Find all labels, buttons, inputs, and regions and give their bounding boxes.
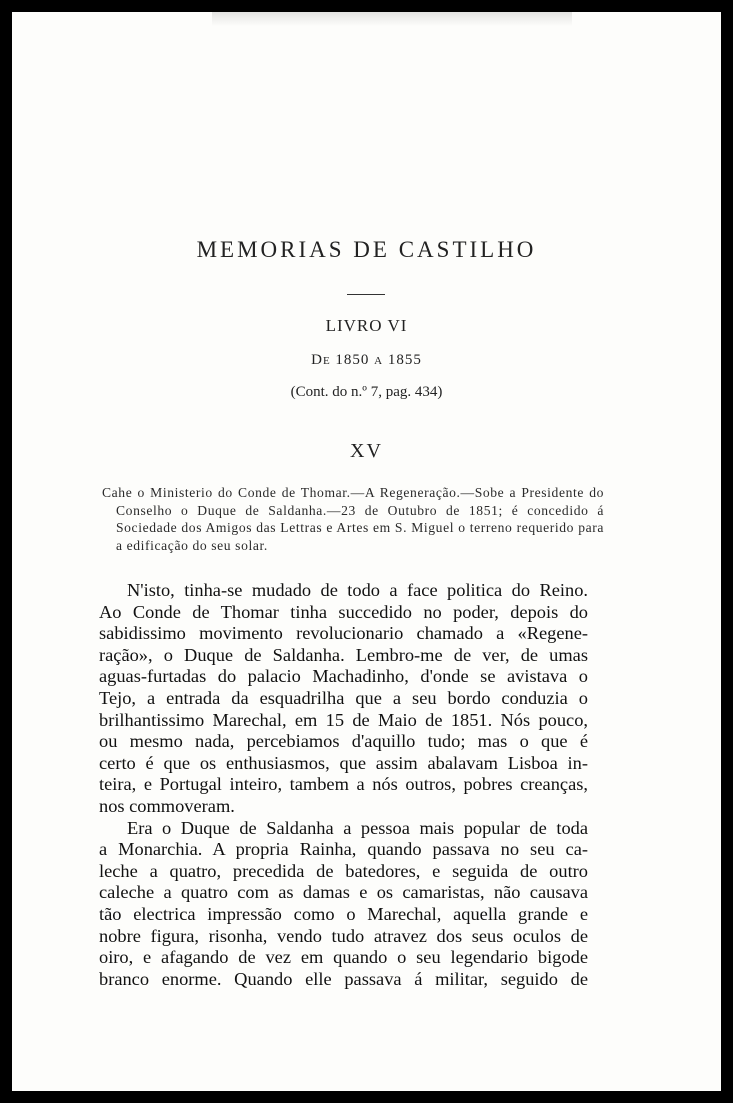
text-line: branco enorme. Quando elle passava á militar, seguido de bbox=[99, 968, 588, 989]
text-line: teira, e Portugal inteiro, tambem a nós outros, pobres creanças, bbox=[99, 774, 588, 795]
body-text bbox=[99, 580, 588, 990]
text-line: tão electrica impressão como o Marechal, aquella grande e bbox=[99, 903, 588, 924]
text-line: N'isto, tinha-se mudado de todo a face politica do Reino. bbox=[127, 580, 588, 600]
text-line: Ao Conde de Thomar tinha succedido no poder, depois do bbox=[99, 601, 588, 622]
text-line: oiro, e afagando de vez em quando o seu legendario bigode bbox=[99, 947, 588, 968]
text-line: ou mesmo nada, percebiamos d'aquillo tudo; mas o que é bbox=[99, 731, 588, 752]
text-line: certo é que os enthusiasmos, que assim abalavam Lisboa in- bbox=[99, 752, 588, 773]
text-line: Tejo, a entrada da esquadrilha que a seu bordo conduzia o bbox=[99, 687, 588, 708]
date-range: De 1850 a 1855 bbox=[311, 352, 422, 368]
book-heading: LIVRO VI bbox=[325, 316, 408, 335]
text-line: a Monarchia. A propria Rainha, quando passava no seu ca- bbox=[99, 839, 588, 860]
text-line: sabidissimo movimento revolucionario chamado a «Regene- bbox=[99, 623, 588, 644]
document-page bbox=[12, 12, 721, 1091]
text-line: nos commoveram. bbox=[99, 795, 235, 816]
scan-smudge bbox=[212, 12, 572, 26]
body-paragraph bbox=[99, 818, 588, 991]
chapter-number: XV bbox=[350, 440, 383, 462]
chapter-summary: Cahe o Ministerio do Conde de Thomar.—A Regeneração.—Sobe a Presidente do Conselho o Duque de Saldanha.—23 de Outubro de 1851; é concedido á Sociedade dos Amigos das Lettras e Artes em S. Miguel o terreno requerido para a edificação do seu solar. bbox=[102, 485, 604, 553]
text-line: aguas-furtadas do palacio Machadinho, d'onde se avistava o bbox=[99, 666, 588, 687]
text-line: leche a quatro, precedida de batedores, e seguida de outro bbox=[99, 860, 588, 881]
text-line: brilhantissimo Marechal, em 15 de Maio de 1851. Nós pouco, bbox=[99, 709, 588, 730]
text-line: caleche a quatro com as damas e os camaristas, não causava bbox=[99, 882, 588, 903]
body-paragraph bbox=[99, 580, 588, 818]
text-line: nobre figura, risonha, vendo tudo atravez dos seus oculos de bbox=[99, 925, 588, 946]
continuation-note: (Cont. do n.º 7, pag. 434) bbox=[290, 384, 443, 400]
title-rule bbox=[347, 294, 385, 295]
text-line: Era o Duque de Saldanha a pessoa mais popular de toda bbox=[127, 817, 588, 838]
text-line: ração», o Duque de Saldanha. Lembro-me de ver, de umas bbox=[99, 644, 588, 665]
running-title: MEMORIAS DE CASTILHO bbox=[196, 237, 537, 262]
